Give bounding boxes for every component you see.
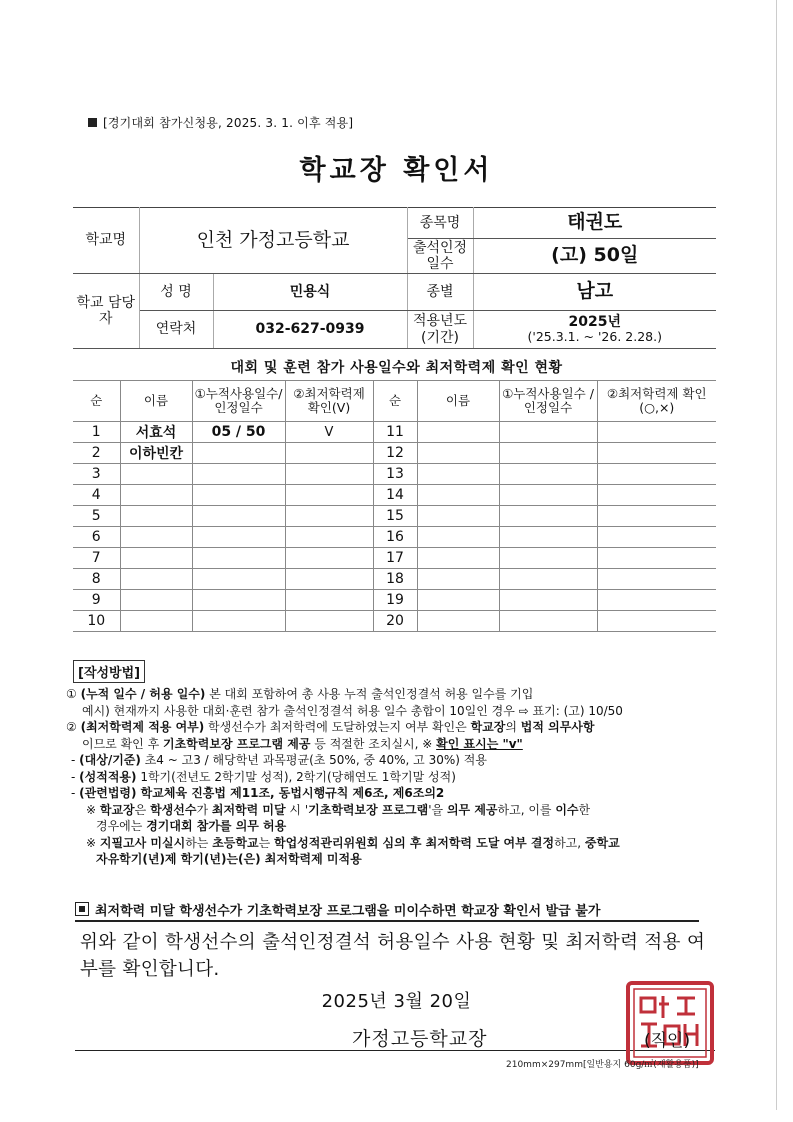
manager-name-value: 민용식 (213, 274, 407, 311)
row-number: 12 (373, 443, 417, 464)
table-row (73, 443, 716, 464)
row-number: 14 (373, 485, 417, 506)
attendance-days-label: 출석인정 일수 (407, 239, 473, 274)
table-row (73, 569, 716, 590)
row-number: 17 (373, 548, 417, 569)
student-name (417, 590, 499, 611)
manager-name-label: 성 명 (139, 274, 213, 311)
instruction-line: 자유학기(년)제 학기(년)는(은) 최저학력제 미적용 (96, 852, 362, 866)
seal-label: (직인) (644, 1031, 691, 1051)
applied-year-cell (473, 311, 716, 349)
instruction-line: - (성적적용) 1학기(전년도 2학기말 성적), 2학기(당해연도 1학기말 성적) (71, 769, 456, 784)
used-days (192, 611, 285, 632)
scan-edge (776, 0, 777, 1110)
student-name (120, 506, 192, 527)
sport-label: 종목명 (407, 208, 473, 239)
table-row (73, 464, 716, 485)
min-achievement-check (597, 569, 716, 590)
header-name-left: 이름 (120, 381, 192, 422)
row-number: 16 (373, 527, 417, 548)
used-days (192, 548, 285, 569)
school-seal-icon (625, 980, 715, 1066)
used-days (499, 422, 597, 443)
used-days (192, 569, 285, 590)
student-name (120, 569, 192, 590)
min-achievement-check (597, 548, 716, 569)
student-name (417, 485, 499, 506)
principal-signature-label: 가정고등학교장 (352, 1028, 488, 1050)
used-days (499, 443, 597, 464)
header-check-right: ②최저학력제 확인(○,×) (597, 381, 716, 422)
header-name-right: 이름 (417, 381, 499, 422)
min-achievement-check (285, 569, 373, 590)
instruction-line: 이므로 확인 후 기초학력보장 프로그램 제공 등 적절한 조치실시, ※ 확인 표시는 "v" (82, 736, 523, 751)
instruction-line: ※ 학교장은 학생선수가 최저학력 미달 시 '기초학력보장 프로그램'을 의무 제공하고, 이를 이수한 (86, 802, 591, 817)
table-row (73, 527, 716, 548)
gender-value: 남고 (473, 274, 716, 311)
instruction-line: - (관련법령) 학교체육 진흥법 제11조, 동법시행규칙 제6조, 제6조의2 (71, 786, 445, 800)
table-row (73, 506, 716, 527)
min-achievement-check (285, 611, 373, 632)
used-days (192, 506, 285, 527)
header-check-left: ②최저학력제 확인(V) (285, 381, 373, 422)
student-name (417, 464, 499, 485)
student-name (120, 527, 192, 548)
instruction-line: - (대상/기준) 초4 ~ 고3 / 해당학년 과목평균(초 50%, 중 40%, 고 30%) 적용 (71, 753, 487, 767)
row-number: 7 (73, 548, 120, 569)
min-achievement-check (597, 590, 716, 611)
min-achievement-check (285, 443, 373, 464)
min-achievement-check (597, 506, 716, 527)
boxed-square-icon (75, 902, 89, 916)
header-days-right: ①누적사용일수 /인정일수 (499, 381, 597, 422)
header-days-left: ①누적사용일수/ 인정일수 (192, 381, 285, 422)
gender-label: 종별 (407, 274, 473, 311)
confirmation-statement: 위와 같이 학생선수의 출석인정결석 허용일수 사용 현황 및 최저학력 적용 여부를 확인합니다. (80, 932, 706, 980)
row-number: 15 (373, 506, 417, 527)
used-days (499, 590, 597, 611)
contact-label: 연락처 (139, 311, 213, 349)
applied-year-label: 적용년도 (기간) (407, 311, 473, 349)
contact-value: 032-627-0939 (213, 311, 407, 349)
student-name (120, 590, 192, 611)
student-name: 서효석 (120, 422, 192, 443)
used-days: 05 / 50 (192, 422, 285, 443)
min-achievement-check (285, 464, 373, 485)
student-name (417, 548, 499, 569)
min-achievement-check (285, 527, 373, 548)
header-no-right: 순 (373, 381, 417, 422)
instructions-body (66, 686, 726, 868)
school-name-label: 학교명 (73, 208, 139, 274)
used-days (192, 527, 285, 548)
min-achievement-check (597, 422, 716, 443)
used-days (499, 506, 597, 527)
row-number: 19 (373, 590, 417, 611)
used-days (192, 464, 285, 485)
signature-rule (75, 1050, 715, 1051)
table-row (73, 548, 716, 569)
applied-period-value: ('25.3.1. ~ '26. 2.28.) (527, 329, 662, 345)
instruction-line: ※ 지필고사 미실시하는 초등학교는 학업성적관리위원회 심의 후 최저학력 도달 여부 결정하고, 중학교 (86, 835, 620, 850)
form-usage-note: [경기대회 참가신청용, 2025. 3. 1. 이후 적용] (88, 114, 353, 131)
min-achievement-check: V (285, 422, 373, 443)
used-days (499, 485, 597, 506)
table-row (73, 590, 716, 611)
row-number: 10 (73, 611, 120, 632)
sport-value: 태권도 (473, 208, 716, 239)
student-name (417, 422, 499, 443)
instruction-line: 예시) 현재까지 사용한 대회·훈련 참가 출석인정결석 허용 일수 총합이 10일인 경우 ⇨ 표기: (고) 10/50 (82, 703, 623, 718)
table-row (73, 611, 716, 632)
attendance-days-value: (고) 50일 (473, 239, 716, 274)
row-number: 5 (73, 506, 120, 527)
used-days (499, 548, 597, 569)
student-name (417, 443, 499, 464)
instructions-heading: [작성방법] (73, 660, 145, 683)
student-name (120, 485, 192, 506)
instruction-line: ② (최저학력제 적용 여부) 학생선수가 최저학력에 도달하였는지 여부 확인은 학교장의 법적 의무사항 (66, 720, 595, 734)
used-days (499, 611, 597, 632)
row-number: 4 (73, 485, 120, 506)
student-name (120, 548, 192, 569)
student-name (417, 569, 499, 590)
row-number: 11 (373, 422, 417, 443)
student-name (417, 611, 499, 632)
row-number: 9 (73, 590, 120, 611)
used-days (499, 569, 597, 590)
used-days (192, 590, 285, 611)
min-achievement-check (285, 590, 373, 611)
min-achievement-check (597, 485, 716, 506)
issue-date: 2025년 3월 20일 (321, 991, 472, 1012)
header-no-left: 순 (73, 381, 120, 422)
used-days (499, 527, 597, 548)
student-name (120, 464, 192, 485)
min-achievement-check (597, 443, 716, 464)
used-days (499, 464, 597, 485)
row-number: 13 (373, 464, 417, 485)
student-name (120, 611, 192, 632)
student-name (417, 506, 499, 527)
table-title: 대회 및 훈련 참가 사용일수와 최저학력제 확인 현황 (230, 360, 563, 376)
student-name: 이하빈칸 (120, 443, 192, 464)
min-achievement-check (285, 485, 373, 506)
row-number: 1 (73, 422, 120, 443)
paper-spec: 210mm×297mm[일반용지 60g/㎡(재활용품)] (506, 1060, 699, 1070)
student-name (417, 527, 499, 548)
min-achievement-check (597, 527, 716, 548)
square-bullet-icon (88, 118, 97, 127)
row-number: 18 (373, 569, 417, 590)
used-days (192, 485, 285, 506)
row-number: 3 (73, 464, 120, 485)
school-name-value: 인천 가정고등학교 (139, 208, 407, 274)
row-number: 2 (73, 443, 120, 464)
min-achievement-check (285, 548, 373, 569)
row-number: 8 (73, 569, 120, 590)
min-achievement-check (597, 611, 716, 632)
manager-label: 학교 담당자 (73, 274, 139, 349)
document-title: 학교장 확인서 (299, 155, 494, 186)
instruction-line: ① (누적 일수 / 허용 일수) 본 대회 포함하여 총 사용 누적 출석인정결석 허용 일수를 기입 (66, 687, 534, 701)
min-achievement-check (285, 506, 373, 527)
min-achievement-check (597, 464, 716, 485)
issuance-notice: 최저학력 미달 학생선수가 기초학력보장 프로그램을 미이수하면 학교장 확인서 발급 불가 (75, 900, 699, 922)
table-row (73, 485, 716, 506)
table-row (73, 422, 716, 443)
instruction-line: 경우에는 경기대회 참가를 의무 허용 (96, 819, 287, 833)
used-days (192, 443, 285, 464)
row-number: 20 (373, 611, 417, 632)
row-number: 6 (73, 527, 120, 548)
applied-year-value: 2025년 (568, 314, 621, 331)
attendance-table (73, 380, 716, 632)
school-info-table (73, 207, 716, 349)
